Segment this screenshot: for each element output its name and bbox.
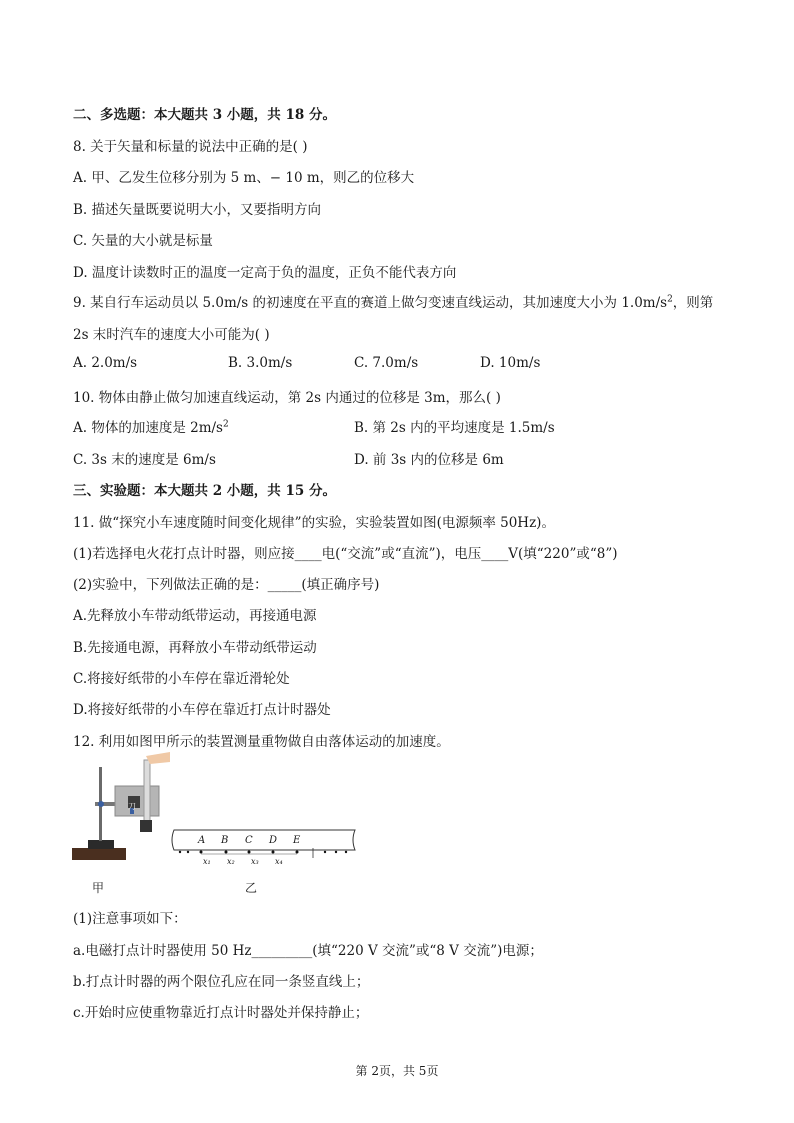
q10-option-a-text: A. 物体的加速度是 2m/s <box>73 420 223 436</box>
q12-note-b: b.打点计时器的两个限位孔应在同一条竖直线上； <box>73 974 370 990</box>
q8-option-a: A. 甲、乙发生位移分别为 5 m、− 10 m，则乙的位移大 <box>73 170 415 186</box>
q11-option-b: B.先接通电源，再释放小车带动纸带运动 <box>73 640 317 656</box>
svg-text:刀: 刀 <box>128 802 136 811</box>
stand-base <box>72 848 126 860</box>
tape-label-d: D <box>269 835 278 846</box>
q10-stem: 10. 物体由静止做匀加速直线运动，第 2s 内通过的位移是 3m，那么( ) <box>73 390 501 406</box>
tape-label-c: C <box>245 835 253 846</box>
q12-part1: (1)注意事项如下： <box>73 911 187 927</box>
q11-option-c: C.将接好纸带的小车停在靠近滑轮处 <box>73 671 290 687</box>
q8-option-b: B. 描述矢量既要说明大小，又要指明方向 <box>73 202 322 218</box>
q9-initial-velocity: 5.0m/s <box>202 295 249 311</box>
tape-seg-x4: x₄ <box>275 857 283 866</box>
q12-note-c: c.开始时应使重物靠近打点计时器处并保持静止； <box>73 1005 369 1021</box>
q11-option-d: D.将接好纸带的小车停在靠近打点计时器处 <box>73 702 331 718</box>
q9-acceleration: 1.0m/s <box>621 295 668 311</box>
tape-label-e: E <box>293 835 301 846</box>
tape-seg-x2: x₂ <box>227 857 235 866</box>
q12-stem: 12. 利用如图甲所示的装置测量重物做自由落体运动的加速度。 <box>73 734 450 750</box>
q9-stem-part-a: 9. 某自行车运动员以 <box>73 295 203 311</box>
q9-option-c: C. 7.0m/s <box>354 355 419 371</box>
q9-superscript: 2 <box>667 294 673 305</box>
q10-option-d: D. 前 3s 内的位移是 6m <box>354 452 504 468</box>
section2-header: 二、多选题：本大题共 3 小题，共 18 分。 <box>73 107 336 123</box>
q8-option-d: D. 温度计读数时正的温度一定高于负的温度，正负不能代表方向 <box>73 265 457 281</box>
q12-note-a: a.电磁打点计时器使用 50 Hz_________(填“220 V 交流”或“8 V 交流”)电源； <box>73 943 543 959</box>
q11-option-a: A.先释放小车带动纸带运动，再接通电源 <box>73 608 317 624</box>
q10-superscript: 2 <box>223 419 229 430</box>
tape-label-a: A <box>198 835 206 846</box>
q10-option-c: C. 3s 末的速度是 6m/s <box>73 452 216 468</box>
tape-vertical <box>144 760 150 830</box>
q9-stem-part-c: ，则第 <box>672 295 714 311</box>
q11-stem: 11. 做“探究小车速度随时间变化规律”的实验，实验装置如图(电源频率 50Hz)。 <box>73 515 555 531</box>
fig-label-jia: 甲 <box>92 881 105 895</box>
q9-stem-part-b: 的初速度在平直的赛道上做匀变速直线运动，其加速度大小为 <box>248 295 622 311</box>
weight <box>140 820 152 832</box>
q10-option-b: B. 第 2s 内的平均速度是 1.5m/s <box>354 420 555 436</box>
q9-option-b: B. 3.0m/s <box>228 355 293 371</box>
tape-dots <box>179 851 347 854</box>
page-footer: 第 2页，共 5页 <box>355 1064 439 1078</box>
q10-option-a <box>73 416 229 436</box>
tape-label-b: B <box>221 835 229 846</box>
section3-header: 三、实验题：本大题共 2 小题，共 15 分。 <box>73 483 336 499</box>
tape-seg-x3: x₃ <box>251 857 259 866</box>
q12-figure <box>70 752 370 902</box>
q9-stem-line1 <box>73 291 713 311</box>
q9-option-a: A. 2.0m/s <box>73 355 138 371</box>
q8-stem: 8. 关于矢量和标量的说法中正确的是( ) <box>73 139 308 155</box>
q9-option-d: D. 10m/s <box>480 355 541 371</box>
q9-stem-line2: 2s 末时汽车的速度大小可能为( ) <box>73 327 270 343</box>
tape-seg-x1: x₁ <box>203 857 211 866</box>
q8-option-c: C. 矢量的大小就是标量 <box>73 233 213 249</box>
q11-part1: (1)若选择电火花打点计时器，则应接____电(“交流”或“直流”)，电压____V(填“220”或“8”) <box>73 546 618 562</box>
q11-part2: (2)实验中，下列做法正确的是：_____(填正确序号) <box>73 577 380 593</box>
fig-label-yi: 乙 <box>245 881 258 895</box>
hand <box>146 752 170 764</box>
